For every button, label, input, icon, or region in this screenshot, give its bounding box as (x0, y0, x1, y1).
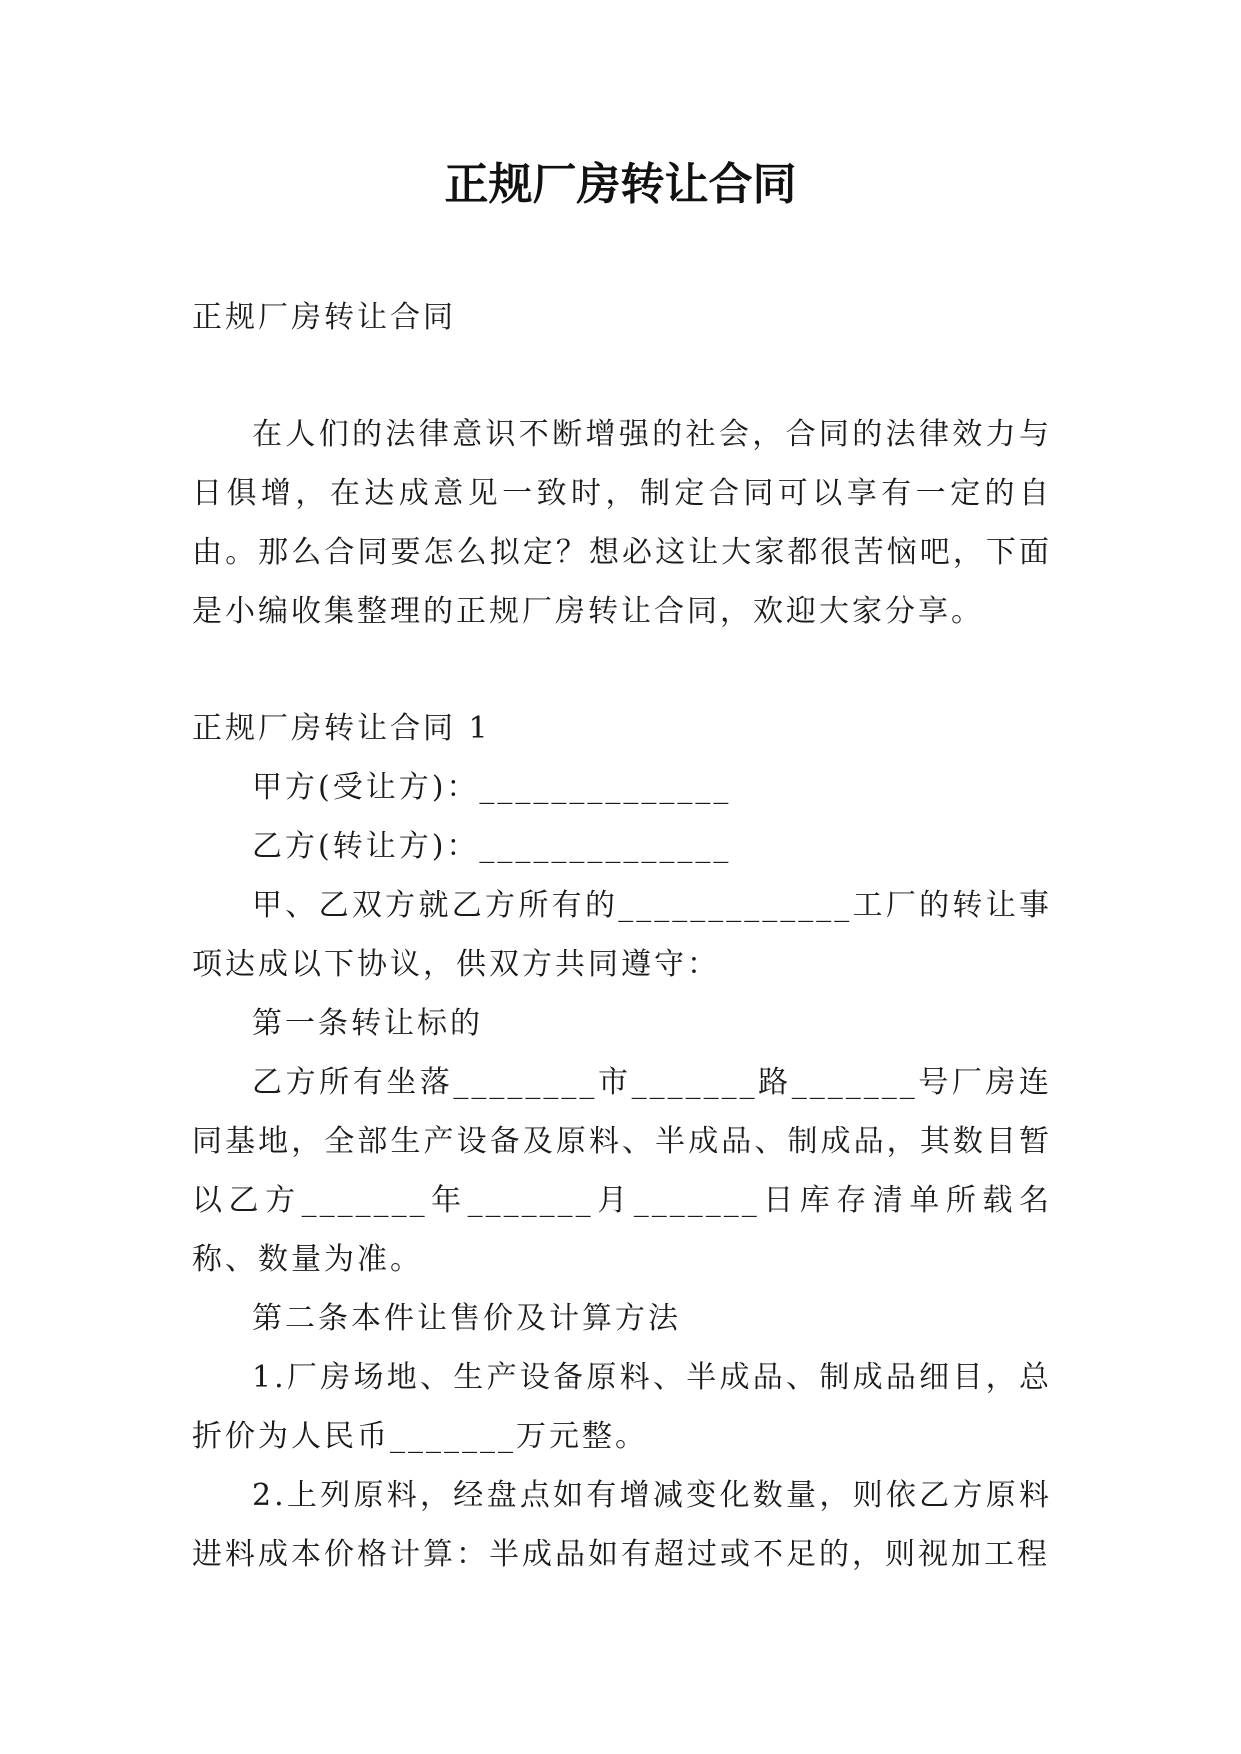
article-2-title: 第二条本件让售价及计算方法 (252, 1301, 681, 1336)
article-1-body: 乙方所有坐落________市_______路_______号厂房连同基地，全部生产设备及原料、半成品、制成品，其数目暂以乙方_______年_______月_______日库存清单所载名称、数量为准。 (192, 1065, 1052, 1277)
article-2-item-1: 1.厂房场地、生产设备原料、半成品、制成品细目，总折价为人民币_______万元整。 (192, 1360, 1052, 1454)
document-title: 正规厂房转让合同 (444, 159, 797, 210)
party-b-line: 乙方(转让方)：______________ (252, 829, 732, 864)
article-2-item-2: 2.上列原料，经盘点如有增减变化数量，则依乙方原料进料成本价格计算：半成品如有超过或不足的，则视加工程 (192, 1478, 1052, 1572)
intro-paragraph: 在人们的法律意识不断增强的社会，合同的法律效力与日俱增，在达成意见一致时，制定合同可以享有一定的自由。那么合同要怎么拟定？想必这让大家都很苦恼吧，下面是小编收集整理的正规厂房转让合同，欢迎大家分享。 (192, 417, 1052, 629)
section-heading: 正规厂房转让合同 1 (192, 711, 491, 746)
article-1-title: 第一条转让标的 (252, 1006, 483, 1041)
party-a-line: 甲方(受让方)：______________ (252, 770, 732, 805)
document-subtitle: 正规厂房转让合同 (192, 300, 456, 335)
agreement-paragraph: 甲、乙双方就乙方所有的_____________工厂的转让事项达成以下协议，供双方共同遵守： (192, 888, 1052, 982)
document-body (192, 288, 1052, 1584)
